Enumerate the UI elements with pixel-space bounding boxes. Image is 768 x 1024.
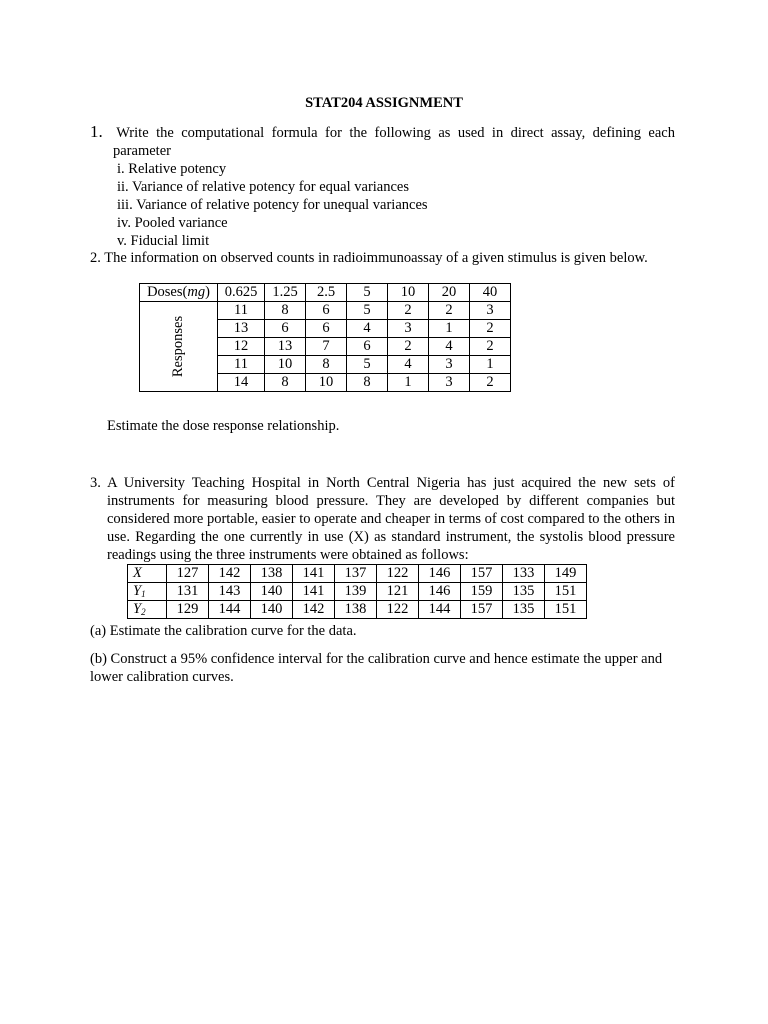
reading-cell: 141 (293, 565, 335, 583)
reading-cell: 157 (461, 601, 503, 619)
table-row (140, 302, 511, 320)
reading-cell: 142 (209, 565, 251, 583)
reading-cell: 143 (209, 583, 251, 601)
response-cell: 2 (470, 374, 511, 392)
response-cell: 3 (429, 356, 470, 374)
response-cell: 3 (470, 302, 511, 320)
response-cell: 10 (306, 374, 347, 392)
dose-cell: 5 (347, 284, 388, 302)
reading-cell: 151 (545, 601, 587, 619)
question-2-task: Estimate the dose response relationship. (107, 418, 340, 434)
response-cell: 2 (388, 338, 429, 356)
response-cell: 2 (470, 320, 511, 338)
reading-cell: 133 (503, 565, 545, 583)
response-cell: 4 (388, 356, 429, 374)
response-cell: 1 (388, 374, 429, 392)
table-row (128, 583, 587, 601)
reading-cell: 146 (419, 565, 461, 583)
question-1-number: 1. (90, 122, 103, 141)
response-cell: 11 (218, 302, 265, 320)
response-cell: 2 (388, 302, 429, 320)
reading-cell: 139 (335, 583, 377, 601)
question-3-text: 3. A University Teaching Hospital in North Central Nigeria has just acquired the new sets of instruments for measuring blood pressure. They are developed by different companies but considered more portable, easier to operate and cheaper in terms of cost compared to the others in use. Regarding the one currently in use (X) as standard instrument, the systolis blood pressure readings using the three instruments were obtained as follows: (90, 475, 675, 563)
reading-cell: 149 (545, 565, 587, 583)
response-cell: 4 (347, 320, 388, 338)
response-cell: 3 (429, 374, 470, 392)
row-label: $Y_1$ (128, 583, 167, 601)
table-header-row (140, 284, 511, 302)
question-1-item: v. Fiducial limit (117, 233, 210, 249)
response-cell: 8 (265, 374, 306, 392)
response-cell: 4 (429, 338, 470, 356)
response-cell: 11 (218, 356, 265, 374)
question-1-item: i. Relative potency (117, 161, 227, 177)
question-1-item: iii. Variance of relative potency for unequal variances (117, 197, 428, 213)
response-cell: 5 (347, 356, 388, 374)
question-3 (90, 474, 675, 564)
response-cell: 6 (265, 320, 306, 338)
dose-cell: 40 (470, 284, 511, 302)
responses-label-cell (140, 302, 218, 392)
response-cell: 5 (347, 302, 388, 320)
reading-cell: 138 (251, 565, 293, 583)
responses-label: Responses (169, 315, 186, 378)
question-2-text: 2. The information on observed counts in radioimmunoassay of a given stimulus is given below. (90, 250, 648, 266)
question-1 (90, 123, 675, 250)
reading-cell: 135 (503, 601, 545, 619)
reading-cell: 146 (419, 583, 461, 601)
row-label: X (128, 565, 167, 583)
dose-cell: 0.625 (218, 284, 265, 302)
table-row (128, 601, 587, 619)
question-1-item: iv. Pooled variance (117, 215, 228, 231)
reading-cell: 135 (503, 583, 545, 601)
question-3-part-a: (a) Estimate the calibration curve for the data. (90, 623, 357, 639)
response-cell: 13 (265, 338, 306, 356)
response-cell: 12 (218, 338, 265, 356)
response-cell: 6 (347, 338, 388, 356)
reading-cell: 127 (167, 565, 209, 583)
table-row (128, 565, 587, 583)
reading-cell: 137 (335, 565, 377, 583)
reading-cell: 141 (293, 583, 335, 601)
question-3-part-b: (b) Construct a 95% confidence interval for the calibration curve and hence estimate the upper and lower calibration curves. (90, 651, 663, 685)
dose-cell: 1.25 (265, 284, 306, 302)
reading-cell: 151 (545, 583, 587, 601)
reading-cell: 122 (377, 601, 419, 619)
response-cell: 14 (218, 374, 265, 392)
response-cell: 2 (470, 338, 511, 356)
reading-cell: 121 (377, 583, 419, 601)
reading-cell: 138 (335, 601, 377, 619)
reading-cell: 140 (251, 583, 293, 601)
question-1-text: Write the computational formula for the following as used in direct assay, defining each parameter (113, 125, 675, 159)
response-cell: 6 (306, 320, 347, 338)
row-label: $Y_2$ (128, 601, 167, 619)
question-1-item: ii. Variance of relative potency for equal variances (117, 179, 410, 195)
reading-cell: 131 (167, 583, 209, 601)
blood-pressure-table (127, 564, 587, 619)
reading-cell: 144 (419, 601, 461, 619)
reading-cell: 122 (377, 565, 419, 583)
response-cell: 13 (218, 320, 265, 338)
response-cell: 6 (306, 302, 347, 320)
dose-cell: 10 (388, 284, 429, 302)
reading-cell: 142 (293, 601, 335, 619)
dose-cell: 20 (429, 284, 470, 302)
dose-response-table (139, 283, 511, 392)
reading-cell: 159 (461, 583, 503, 601)
reading-cell: 157 (461, 565, 503, 583)
doses-header: Doses(mg) (140, 284, 218, 302)
response-cell: 2 (429, 302, 470, 320)
response-cell: 8 (347, 374, 388, 392)
dose-cell: 2.5 (306, 284, 347, 302)
reading-cell: 140 (251, 601, 293, 619)
response-cell: 1 (470, 356, 511, 374)
reading-cell: 144 (209, 601, 251, 619)
response-cell: 3 (388, 320, 429, 338)
assignment-title: STAT204 ASSIGNMENT (305, 95, 463, 111)
response-cell: 8 (265, 302, 306, 320)
response-cell: 1 (429, 320, 470, 338)
response-cell: 8 (306, 356, 347, 374)
response-cell: 10 (265, 356, 306, 374)
reading-cell: 129 (167, 601, 209, 619)
response-cell: 7 (306, 338, 347, 356)
